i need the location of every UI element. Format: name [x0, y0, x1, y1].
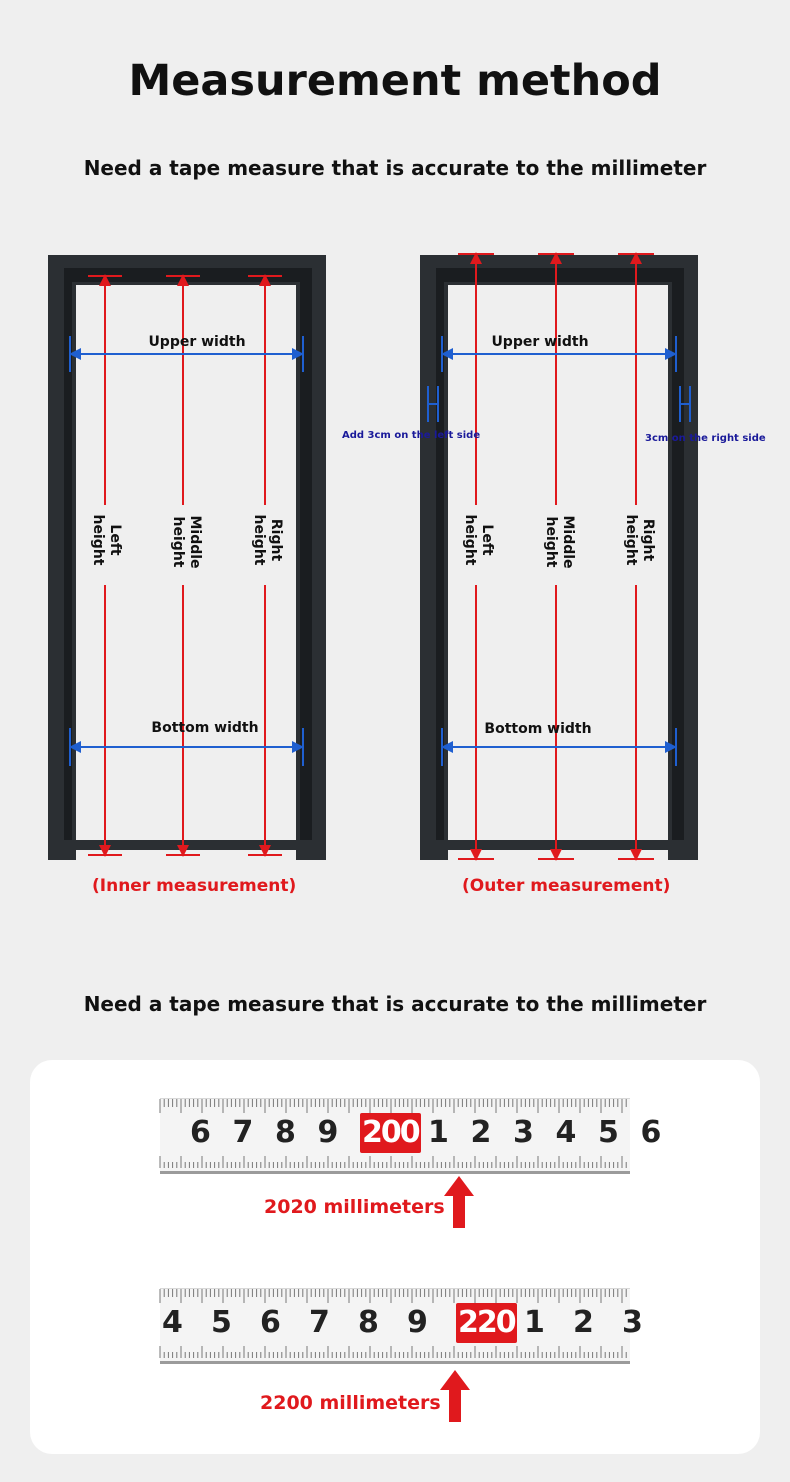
subtitle-top: Need a tape measure that is accurate to the millimeter	[83, 156, 707, 180]
tape-measure-card	[30, 1060, 760, 1454]
inner-middle-height-label-1: Middle	[187, 515, 203, 569]
tape-number: 3	[513, 1115, 534, 1150]
tape-highlight-number: 200	[360, 1113, 421, 1153]
tape-number: 5	[211, 1305, 232, 1340]
inner-bottom-width-label: Bottom width	[151, 720, 259, 736]
tape-number: 9	[407, 1305, 428, 1340]
outer-bottom-width-label: Bottom width	[484, 721, 592, 737]
subtitle-bottom: Need a tape measure that is accurate to the millimeter	[83, 992, 707, 1016]
tape-1-arrow	[444, 1176, 474, 1228]
outer-left-height-label-2: height	[462, 514, 478, 566]
tape-2-reading: 2200 millimeters	[260, 1392, 441, 1414]
tape-number: 7	[232, 1115, 254, 1150]
tape-number: 3	[622, 1305, 643, 1340]
outer-note-right: 3cm on the right side	[645, 433, 766, 444]
inner-upper-width-label: Upper width	[148, 334, 246, 350]
tape-number: 8	[275, 1115, 296, 1150]
inner-right-height-label-1: Right	[268, 518, 284, 562]
outer-upper-width-label: Upper width	[491, 334, 589, 350]
tape-measure-1	[160, 1098, 662, 1174]
tape-1-reading: 2020 millimeters	[264, 1196, 445, 1218]
tape-number: 4	[555, 1115, 577, 1150]
tape-number: 9	[317, 1115, 339, 1150]
inner-middle-height-label-2: height	[170, 516, 186, 568]
tape-number: 1	[428, 1115, 449, 1150]
tape-number: 1	[524, 1305, 545, 1340]
door-frames-diagram	[0, 240, 790, 870]
tape-number: 8	[358, 1305, 379, 1340]
tape-number: 6	[640, 1115, 662, 1150]
outer-caption: (Outer measurement)	[462, 876, 671, 896]
outer-note-left: Add 3cm on the left side	[342, 430, 481, 441]
inner-right-height-label-2: height	[251, 514, 267, 566]
tape-number: 2	[573, 1305, 594, 1340]
outer-right-height-label-1: Right	[640, 518, 656, 562]
tape-number: 5	[598, 1115, 619, 1150]
inner-caption: (Inner measurement)	[92, 876, 297, 896]
inner-left-height-label-2: height	[90, 514, 106, 566]
tape-number: 6	[260, 1305, 281, 1340]
tape-highlight-number: 220	[456, 1303, 517, 1343]
outer-middle-height-label-2: height	[543, 516, 559, 568]
tape-2-arrow	[440, 1370, 470, 1422]
tape-number: 7	[309, 1305, 330, 1340]
tape-number: 4	[162, 1305, 183, 1340]
outer-right-height-label-2: height	[623, 514, 639, 566]
tape-number: 6	[190, 1115, 211, 1150]
outer-left-height-label-1: Left	[479, 524, 495, 556]
inner-left-height-label-1: Left	[107, 524, 123, 556]
tape-number: 2	[470, 1115, 492, 1150]
outer-middle-height-label-1: Middle	[560, 515, 576, 569]
tape-measure-2	[160, 1288, 643, 1364]
page-title: Measurement method	[128, 56, 662, 106]
